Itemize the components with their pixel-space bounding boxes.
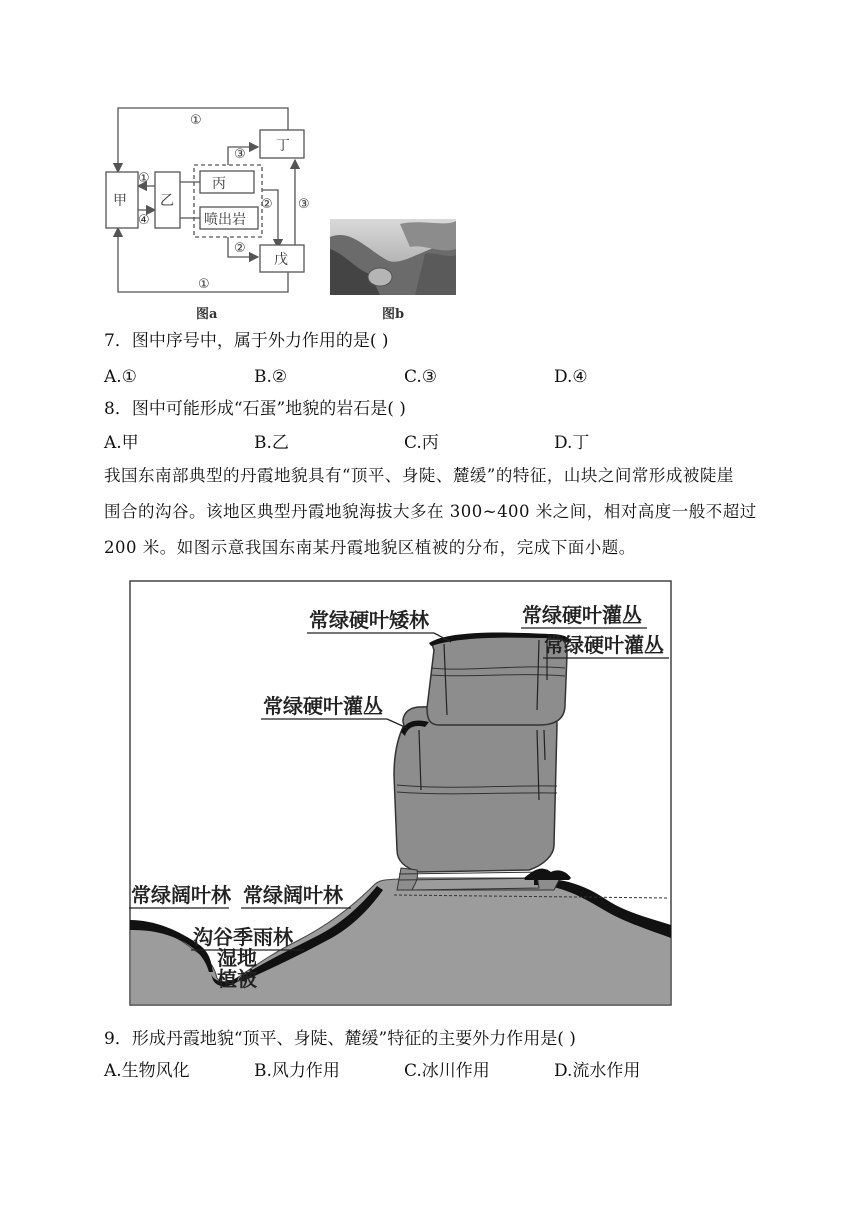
label-wetland-1: 湿地	[217, 946, 257, 970]
rock-body	[394, 704, 557, 872]
q7-option-d[interactable]: D.④	[554, 367, 588, 387]
question-8-number: 8．	[104, 399, 132, 419]
passage-line-2: 围合的沟谷。该地区典型丹霞地貌海拔大多在 300~400 米之间，相对高度一般不超过	[104, 502, 757, 521]
q9-option-d[interactable]: D.流水作用	[554, 1061, 641, 1081]
label-to-ding: ③	[234, 147, 246, 162]
q8-option-a[interactable]: A.甲	[104, 433, 139, 453]
question-7	[104, 330, 389, 352]
q7-option-c[interactable]: C.③	[404, 367, 438, 387]
label-ding-wu: ③	[298, 197, 310, 212]
label-top-loop: ①	[190, 113, 202, 128]
label-broadleaf-2: 常绿阔叶林	[243, 883, 343, 907]
question-7-number: 7．	[104, 331, 132, 351]
label-bottom-loop: ①	[198, 277, 210, 292]
danxia-vegetation-figure	[129, 580, 673, 1007]
label-wetland-2: 植被	[217, 967, 257, 991]
label-broadleaf-1: 常绿阔叶林	[131, 883, 231, 907]
q9-option-c[interactable]: C.冰川作用	[404, 1061, 490, 1081]
q8-option-c[interactable]: C.丙	[404, 433, 439, 453]
label-monsoon-forest: 沟谷季雨林	[193, 925, 293, 949]
q8-option-b[interactable]: B.乙	[254, 433, 289, 453]
rock-cycle-diagram	[100, 100, 340, 325]
node-wu-label: 戊	[274, 252, 288, 268]
figure-a-caption: 图a	[196, 307, 218, 322]
q7-option-b[interactable]: B.②	[254, 367, 288, 387]
stone-egg-photo	[330, 219, 456, 295]
label-to-wu: ②	[261, 197, 273, 212]
label-shrub-2: 常绿硬叶灌丛	[544, 633, 664, 657]
passage	[104, 458, 764, 566]
node-penchuyan-label: 喷出岩	[204, 212, 246, 228]
label-shrub-3: 常绿硬叶灌丛	[263, 694, 383, 718]
label-yi-to-jia: ①	[138, 171, 150, 186]
node-jia-label: 甲	[113, 193, 127, 209]
passage-line-3: 200 米。如图示意我国东南某丹霞地貌区植被的分布，完成下面小题。	[104, 538, 636, 557]
node-yi-label: 乙	[160, 193, 174, 209]
q9-option-b[interactable]: B.风力作用	[254, 1061, 340, 1081]
node-bing-label: 丙	[212, 176, 226, 192]
node-ding-label: 丁	[276, 138, 290, 154]
label-penchu-to-wu: ②	[234, 241, 246, 256]
question-8	[104, 398, 406, 420]
question-7-text: 图中序号中，属于外力作用的是( )	[131, 331, 389, 351]
question-8-text: 图中可能形成“石蛋”地貌的岩石是( )	[131, 399, 406, 419]
figure-b-caption: 图b	[382, 307, 405, 322]
question-9	[104, 1028, 576, 1050]
node-bing	[200, 171, 254, 193]
q7-option-a[interactable]: A.①	[104, 367, 137, 387]
label-dwarf-forest: 常绿硬叶矮林	[309, 608, 429, 632]
label-jia-to-yi: ④	[138, 213, 150, 228]
passage-line-1: 我国东南部典型的丹霞地貌具有“顶平、身陡、麓缓”的特征，山块之间常形成被陡崖	[104, 466, 734, 485]
q9-option-a[interactable]: A.生物风化	[104, 1061, 190, 1081]
q8-option-d[interactable]: D.丁	[554, 433, 590, 453]
question-9-text: 形成丹霞地貌“顶平、身陡、麓缓”特征的主要外力作用是( )	[131, 1029, 576, 1049]
question-9-number: 9．	[104, 1029, 132, 1049]
label-shrub-1: 常绿硬叶灌丛	[522, 603, 642, 627]
